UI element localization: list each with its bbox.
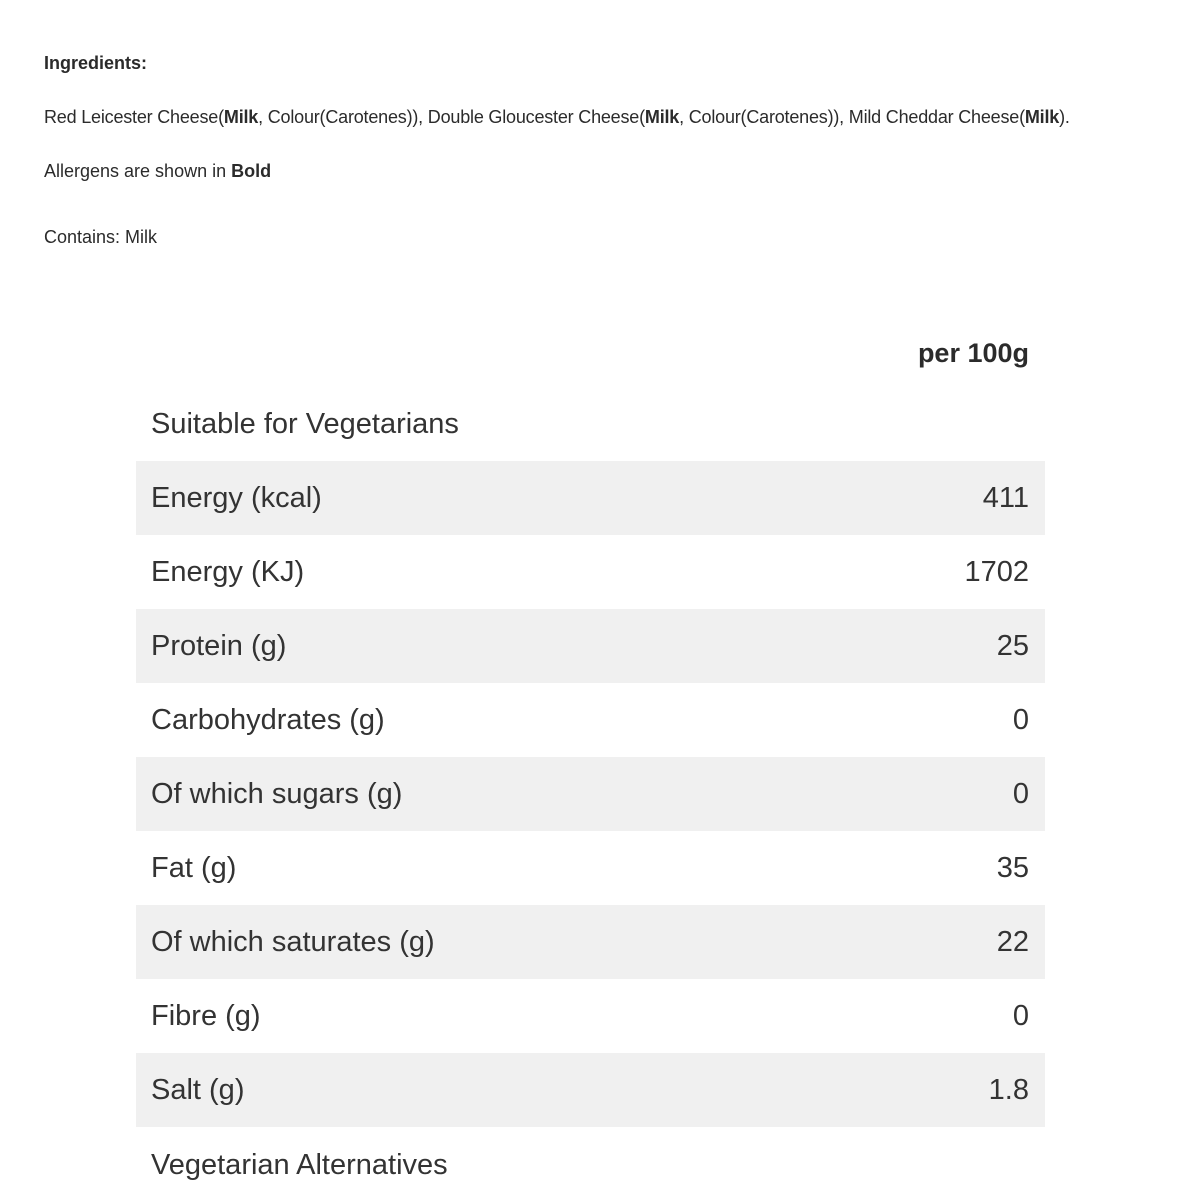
nutrient-label: Energy (kcal) — [151, 482, 322, 514]
nutrition-row — [136, 757, 1045, 831]
ingredient-part: , Colour(Carotenes)), Mild Cheddar Cheese( — [679, 107, 1025, 127]
ingredient-part: Red Leicester Cheese( — [44, 107, 224, 127]
nutrient-label: Protein (g) — [151, 630, 287, 662]
allergen-note-text: Allergens are shown in — [44, 161, 232, 181]
nutrient-value: 411 — [982, 482, 1029, 514]
allergen-milk: Milk — [644, 107, 680, 127]
allergen-note — [44, 160, 1174, 182]
nutrient-label: Of which sugars (g) — [151, 778, 403, 810]
nutrient-label: Carbohydrates (g) — [151, 704, 385, 736]
nutrition-row — [136, 1053, 1045, 1127]
contains-statement: Contains: Milk — [44, 227, 158, 247]
nutrient-label: Of which saturates (g) — [151, 926, 435, 958]
nutrient-value: 0 — [1012, 1000, 1029, 1032]
nutrient-value: 25 — [996, 630, 1029, 662]
nutrient-value: 1702 — [964, 556, 1029, 588]
nutrient-value: 22 — [996, 926, 1029, 958]
nutrition-row — [136, 535, 1045, 609]
ingredients-list — [44, 106, 1174, 128]
nutrient-label: Salt (g) — [151, 1074, 245, 1106]
per-100g-header: per 100g — [917, 338, 1029, 368]
nutrition-row — [136, 831, 1045, 905]
nutrition-row — [136, 461, 1045, 535]
nutrient-label: Fat (g) — [151, 852, 237, 884]
vegetarian-alternatives: Vegetarian Alternatives — [151, 1149, 448, 1181]
nutrient-value: 0 — [1012, 704, 1029, 736]
nutrient-label: Energy (KJ) — [151, 556, 305, 588]
allergen-milk: Milk — [1024, 107, 1060, 127]
ingredients-section — [44, 52, 1174, 248]
nutrient-value: 1.8 — [988, 1074, 1029, 1106]
ingredient-part: ). — [1059, 107, 1070, 127]
nutrient-value: 35 — [996, 852, 1029, 884]
ingredient-part: , Colour(Carotenes)), Double Gloucester Cheese( — [258, 107, 645, 127]
nutrition-table — [136, 330, 1045, 1201]
suitable-for-vegetarians: Suitable for Vegetarians — [151, 408, 459, 440]
nutrient-value: 0 — [1012, 778, 1029, 810]
nutrition-row — [136, 905, 1045, 979]
nutrition-row — [136, 979, 1045, 1053]
ingredients-heading: Ingredients: — [44, 53, 148, 73]
allergen-note-bold: Bold — [231, 161, 272, 181]
nutrient-label: Fibre (g) — [151, 1000, 261, 1032]
nutrition-row — [136, 683, 1045, 757]
allergen-milk: Milk — [223, 107, 259, 127]
nutrition-row — [136, 609, 1045, 683]
nutrition-rows — [136, 461, 1045, 1127]
